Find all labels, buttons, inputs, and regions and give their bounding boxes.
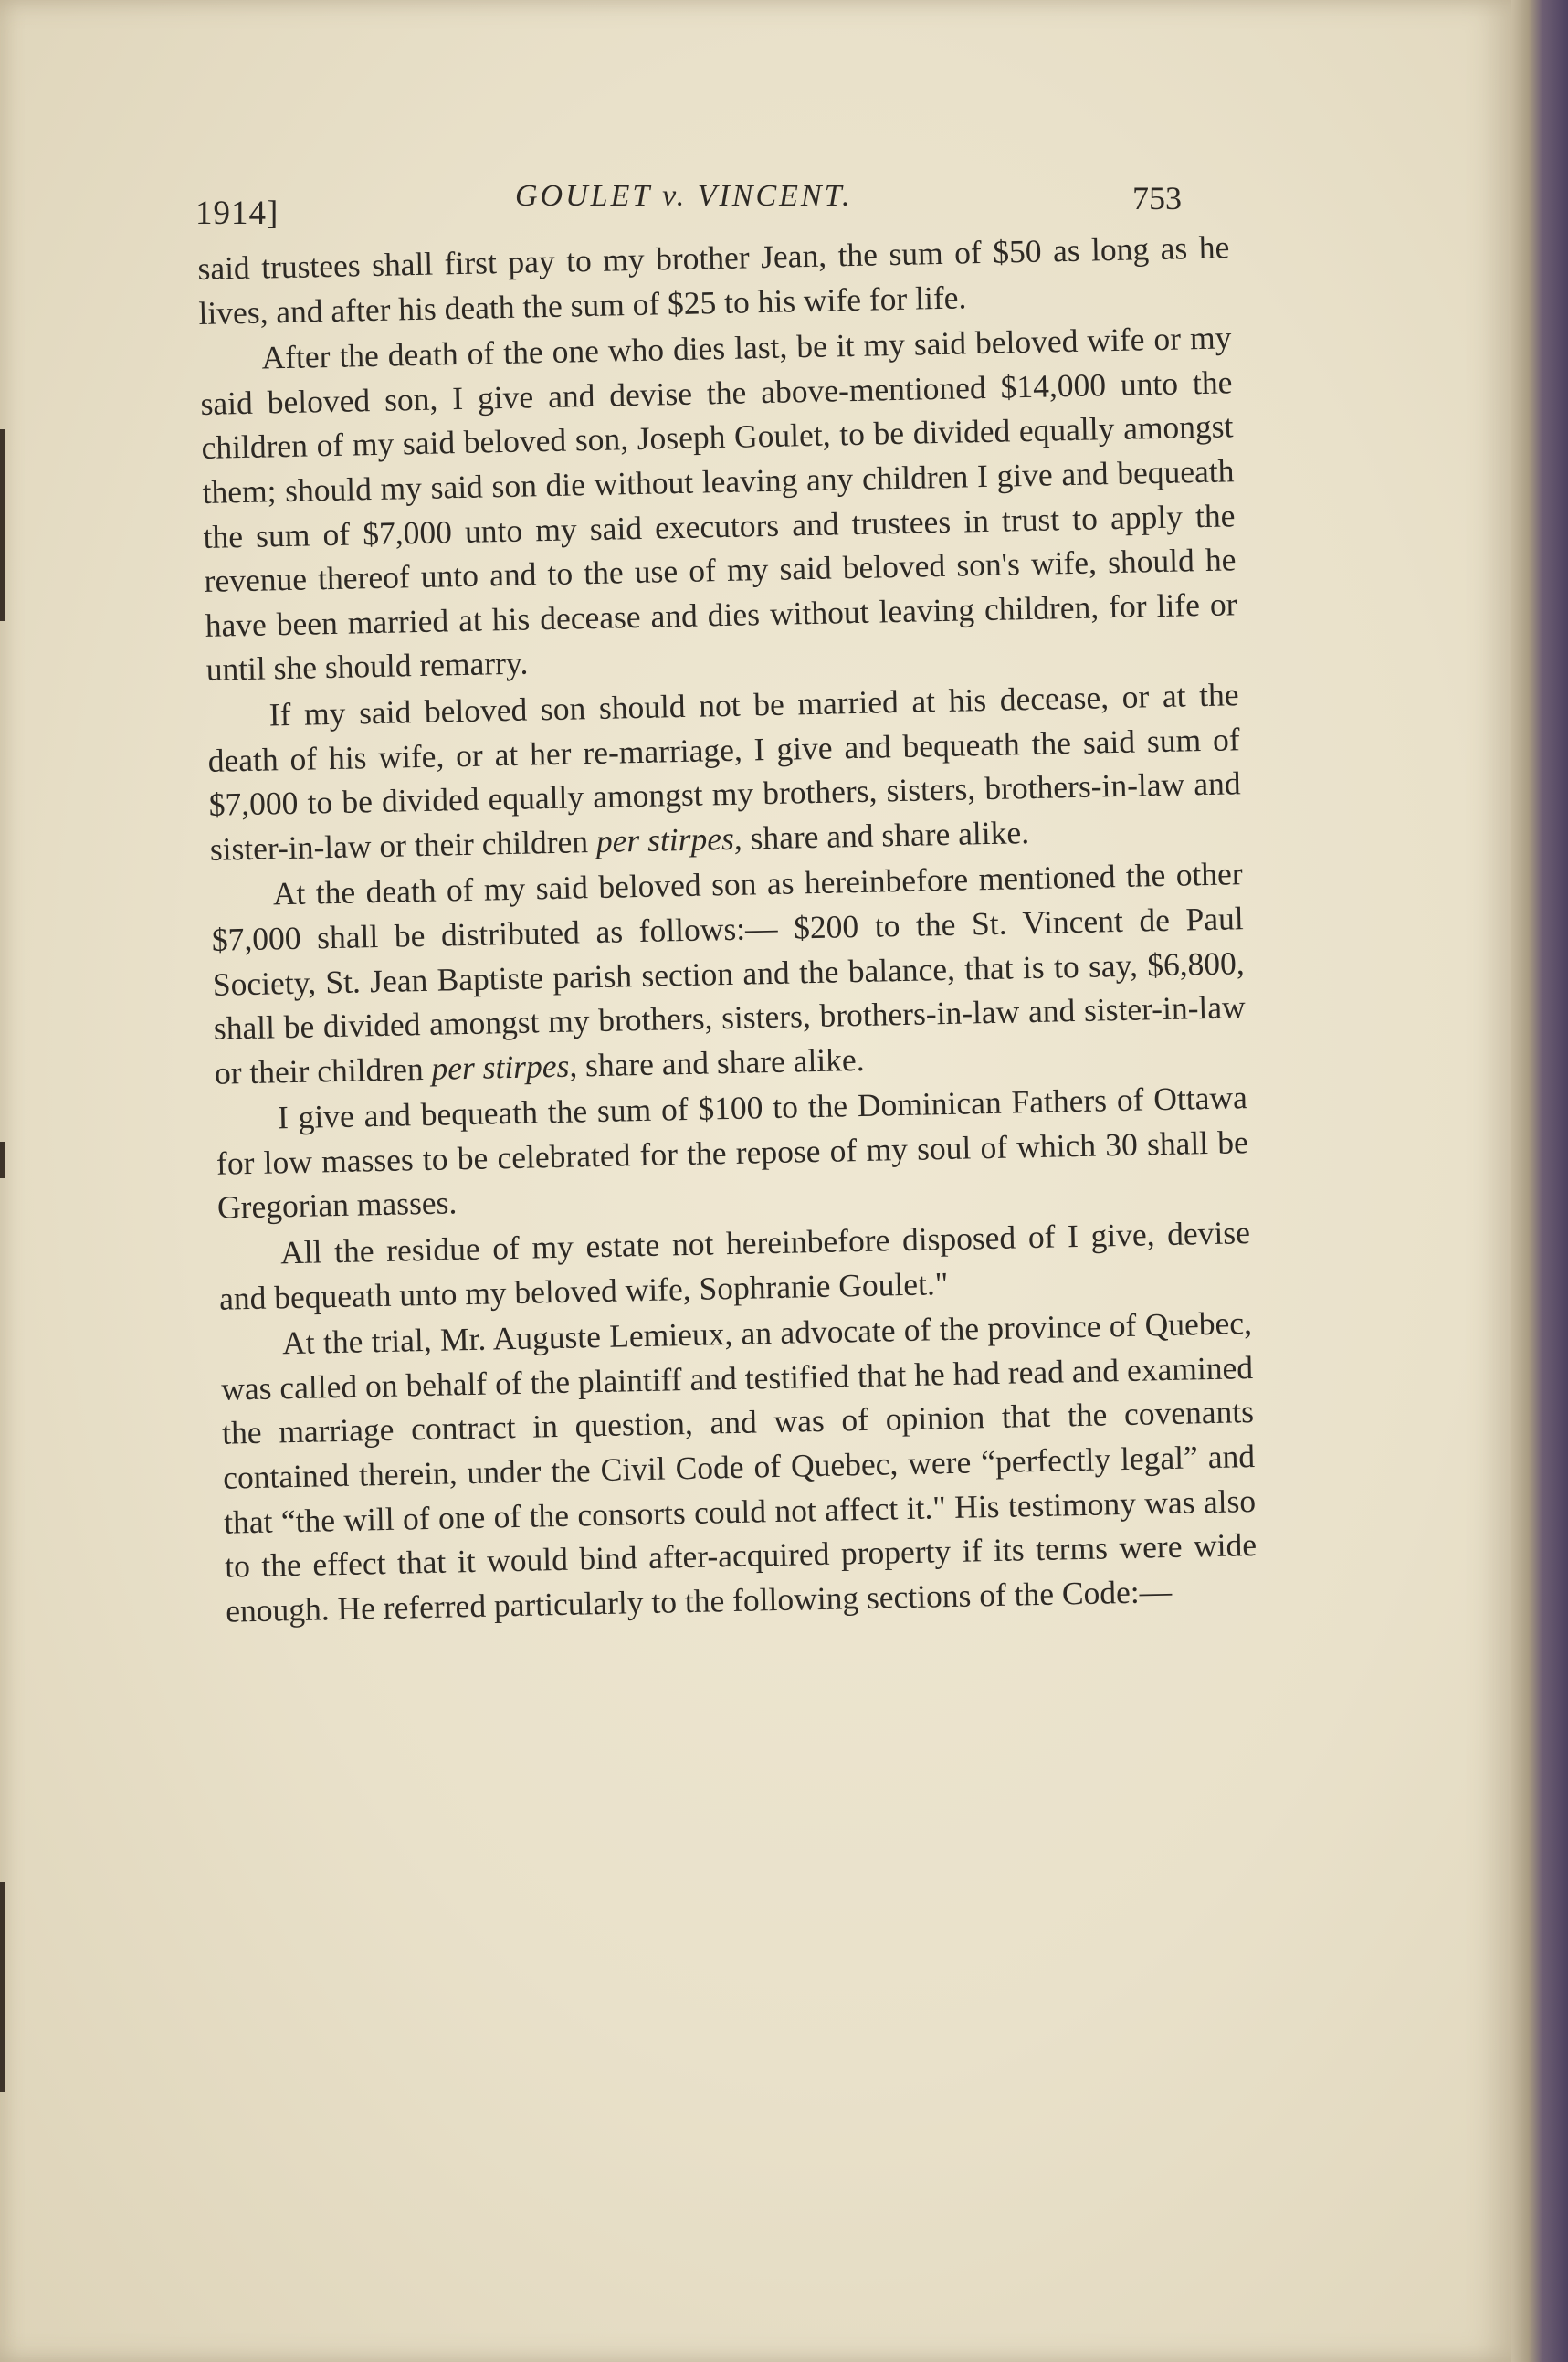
text-run: share and share alike. xyxy=(742,813,1030,857)
page-header xyxy=(195,179,1182,234)
paragraph xyxy=(199,316,1238,692)
text-run: At the trial, Mr. Auguste Lemieux, an advocate of the province of Quebec, was called on behalf of the plaintiff and testified that he had read and examined the marriage contract in question, and was of opinion that the covenants contained therein, under the Civil Code of Quebec, were “perfectly legal” and that “the will of one of the consorts could not affect it." His testimony was also to the effect that it would bind after-acquired property if its terms were wide enough. He referred particularly to the following sections of the Code:— xyxy=(220,1304,1258,1629)
text-run: I give and bequeath the sum of $100 to the Dominican Fathers of Ottawa for low masses to be celebrated for the repose of my soul of which 30 shall be Gregorian masses. xyxy=(216,1079,1249,1227)
binding-shadow xyxy=(0,429,5,621)
italic-phrase: per stirpes, xyxy=(595,819,743,859)
text-run: At the death of my said beloved son as hereinbefore mentioned the other $7,000 shall be distributed as follows:— $200 to the St. Vincent de Paul Society, St. Jean Baptiste parish section and the balance, that is to say, $6,800, shall be divided amongst my brothers, sisters, brothers-in-law and sister-in-law or their children xyxy=(211,855,1247,1091)
italic-phrase: per stirpes, xyxy=(431,1047,578,1087)
paragraph xyxy=(206,672,1242,871)
text-run: If my said beloved son should not be married at his decease, or at the death of his wife, or at her re-marriage, I give and bequeath the said sum of $7,000 to be divided equally amongst my brothers, sisters, brothers-in-law and sister-in-law or their children xyxy=(207,676,1241,868)
text-run: After the death of the one who dies last, be it my said beloved wife or my said beloved son, I give and devise the above-mentioned $14,000 unto the children of my said beloved son, Joseph Goulet, to be divided equally amongst them; should my said son die without leaving any children I give and bequeath the sum of $7,000 unto my said executors and trustees in trust to apply the revenue thereof unto and to the use of my said beloved son's wife, should he have been married at his decease and dies without leaving children, for life or until she should remarry. xyxy=(200,319,1237,689)
text-run: share and share alike. xyxy=(576,1040,865,1084)
header-year: 1914] xyxy=(195,195,279,232)
body-text xyxy=(197,225,1258,1635)
text-run: All the residue of my estate not hereinbefore disposed of I give, devise and bequeath unto my beloved wife, Sophranie Goulet." xyxy=(218,1214,1251,1317)
running-title: GOULET v. VINCENT. xyxy=(515,179,853,213)
paragraph xyxy=(210,851,1247,1095)
binding-shadow xyxy=(0,1882,5,2092)
binding-shadow xyxy=(0,1142,5,1178)
paragraph xyxy=(216,1075,1250,1229)
paragraph xyxy=(220,1301,1258,1633)
text-run: said trustees shall first pay to my brother Jean, the sum of $50 as long as he lives, and after his death the sum of $25 to his wife for life. xyxy=(197,228,1230,332)
page-number: 753 xyxy=(1132,180,1182,216)
page-edge xyxy=(1511,0,1568,2362)
